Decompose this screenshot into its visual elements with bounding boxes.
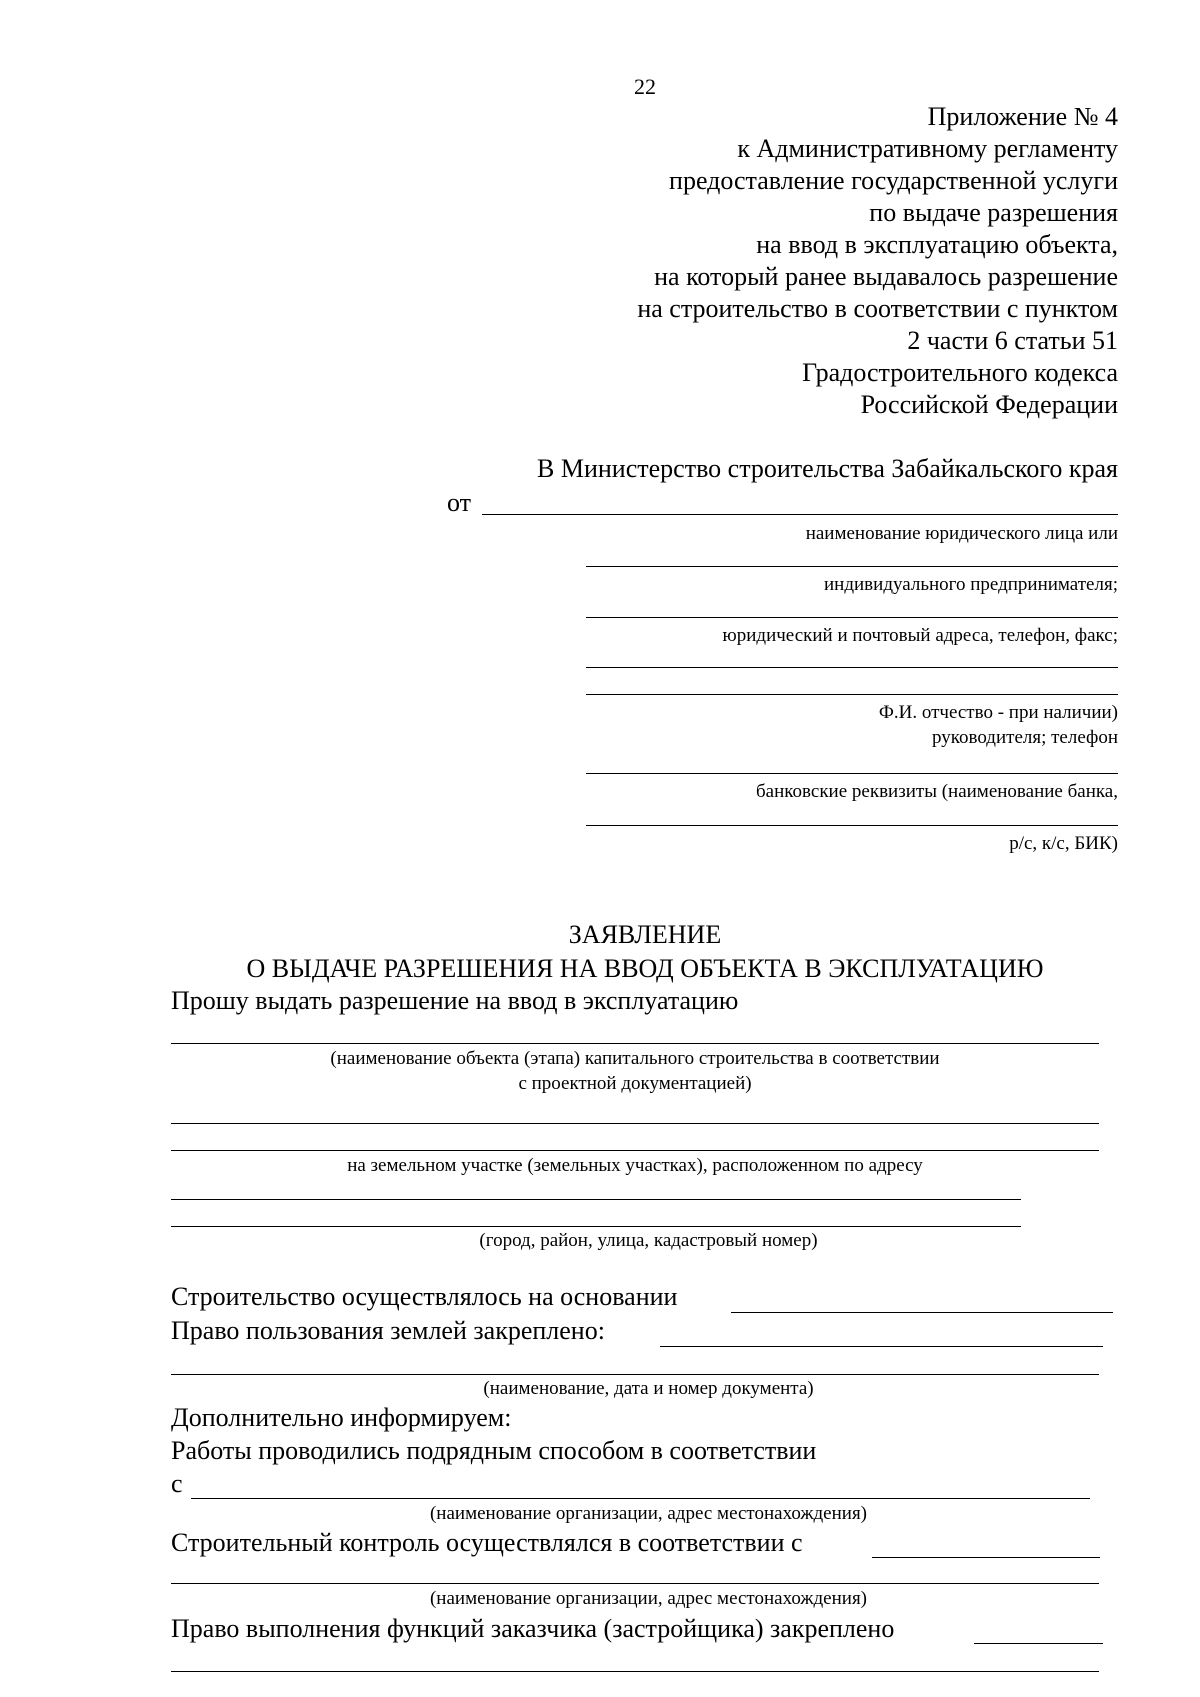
appendix-line-10: Российской Федерации [860, 390, 1118, 419]
addresses-line-2[interactable] [586, 667, 1118, 668]
caption-fio: Ф.И. отчество - при наличии) [878, 702, 1118, 723]
bank-line[interactable] [586, 773, 1118, 774]
control-line-1[interactable] [872, 1557, 1100, 1558]
document-subtitle: О ВЫДАЧЕ РАЗРЕШЕНИЯ НА ВВОД ОБЪЕКТА В ЭКСПЛУАТАЦИЮ [246, 954, 1044, 983]
appendix-line-4: по выдаче разрешения [869, 198, 1118, 227]
addressee-ministry: В Министерство строительства Забайкальского края [537, 454, 1118, 483]
object-name-line-1[interactable] [171, 1043, 1099, 1044]
caption-entrepreneur: индивидуального предпринимателя; [824, 574, 1118, 595]
address-line-1[interactable] [171, 1199, 1021, 1200]
appendix-line-9: Градостроительного кодекса [802, 358, 1118, 387]
construction-basis-label: Строительство осуществлялось на основании [171, 1282, 678, 1311]
additional-info-label: Дополнительно информируем: [171, 1403, 512, 1432]
fio-line[interactable] [586, 694, 1118, 695]
appendix-line-1: Приложение № 4 [927, 102, 1118, 131]
appendix-line-3: предоставление государственной услуги [669, 166, 1118, 195]
appendix-line-8: 2 части 6 статьи 51 [907, 326, 1118, 355]
caption-object-1: (наименование объекта (этапа) капитального строительства в соответствии [330, 1048, 940, 1069]
from-label: от [447, 488, 472, 517]
caption-document: (наименование, дата и номер документа) [483, 1378, 814, 1399]
address-line-2[interactable] [171, 1226, 1021, 1227]
land-right-label: Право пользования землей закреплено: [171, 1316, 605, 1345]
construction-basis-line[interactable] [731, 1312, 1113, 1313]
works-label: Работы проводились подрядным способом в соответствии [171, 1436, 817, 1465]
customer-right-line-2[interactable] [171, 1671, 1099, 1672]
caption-legal-name: наименование юридического лица или [805, 523, 1118, 544]
appendix-line-6: на который ранее выдавалось разрешение [654, 262, 1118, 291]
land-right-line[interactable] [660, 1346, 1103, 1347]
caption-object-2: с проектной документацией) [518, 1073, 752, 1094]
caption-addresses: юридический и почтовый адреса, телефон, факс; [722, 625, 1118, 646]
addresses-line-1[interactable] [586, 617, 1118, 618]
page-number: 22 [634, 74, 656, 99]
caption-org-1: (наименование организации, адрес местонахождения) [429, 1503, 868, 1524]
request-text: Прошу выдать разрешение на ввод в эксплуатацию [171, 986, 739, 1015]
with-label: с [171, 1469, 183, 1498]
accounts-line[interactable] [586, 825, 1118, 826]
appendix-line-5: на ввод в эксплуатацию объекта, [756, 230, 1118, 259]
caption-bank: банковские реквизиты (наименование банка, [756, 781, 1118, 802]
control-label: Строительный контроль осуществлялся в соответствии с [171, 1528, 803, 1557]
customer-right-label: Право выполнения функций заказчика (застройщика) закреплено [171, 1614, 895, 1643]
caption-org-2: (наименование организации, адрес местонахождения) [429, 1588, 868, 1609]
caption-accounts: р/с, к/с, БИК) [1009, 833, 1118, 854]
contractor-line[interactable] [191, 1498, 1090, 1499]
object-name-line-2[interactable] [171, 1123, 1099, 1124]
land-line[interactable] [171, 1150, 1099, 1151]
caption-head: руководителя; телефон [932, 727, 1118, 748]
document-line[interactable] [171, 1374, 1099, 1375]
caption-land: на земельном участке (земельных участках), расположенном по адресу [347, 1155, 923, 1176]
appendix-line-2: к Административному регламенту [737, 134, 1118, 163]
caption-address: (город, район, улица, кадастровый номер) [479, 1230, 818, 1251]
appendix-line-7: на строительство в соответствии с пунктом [637, 294, 1118, 323]
document-title: ЗАЯВЛЕНИЕ [568, 920, 722, 949]
entrepreneur-line[interactable] [586, 566, 1118, 567]
control-line-2[interactable] [171, 1583, 1099, 1584]
applicant-name-line[interactable] [482, 514, 1118, 515]
customer-right-line-1[interactable] [974, 1643, 1103, 1644]
